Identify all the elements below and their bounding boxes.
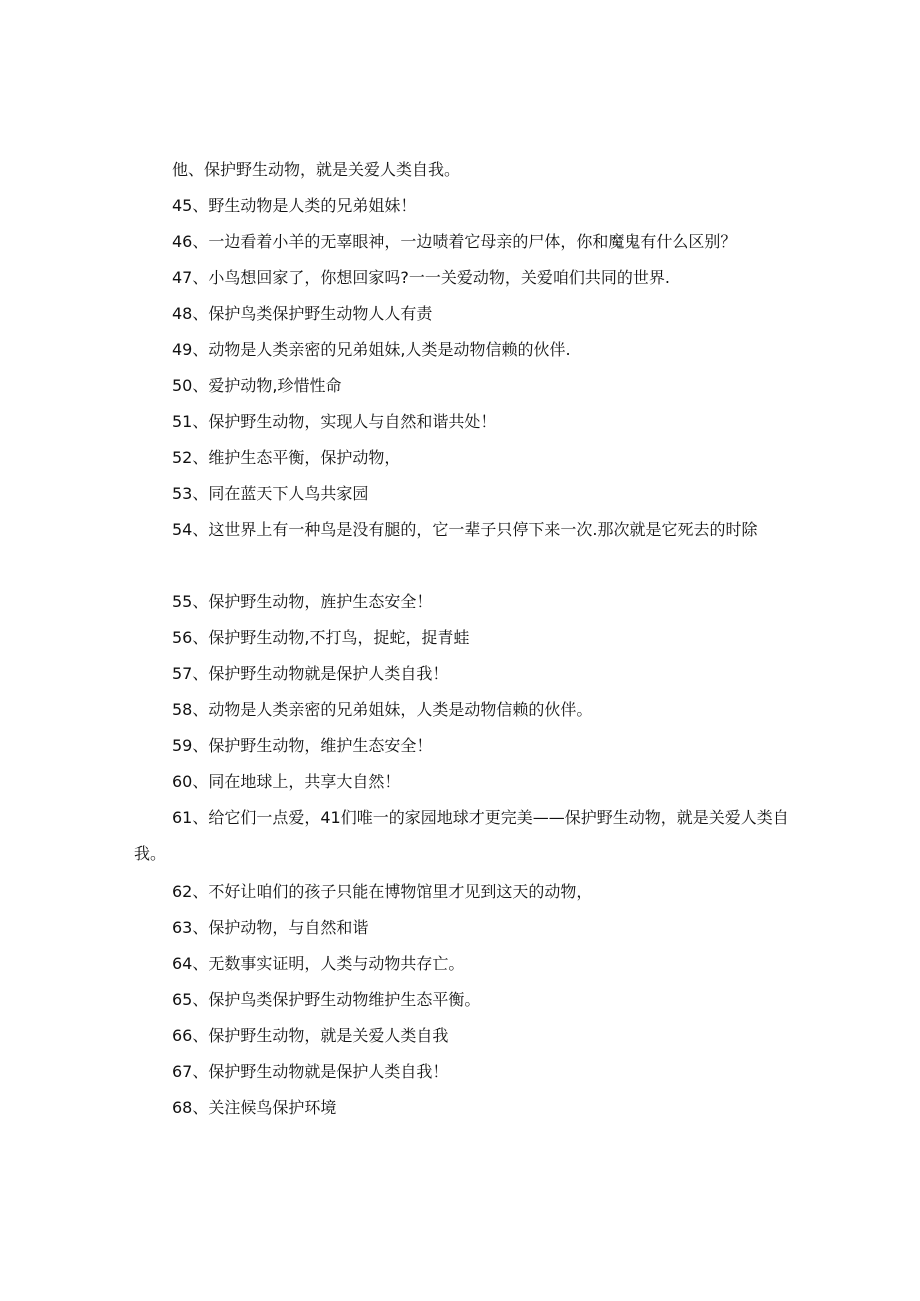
paragraph: 47、小鸟想回家了，你想回家吗?一一关爱动物，关爱咱们共同的世界. — [172, 268, 670, 287]
paragraph: 48、保护鸟类保护野生动物人人有责 — [172, 304, 433, 323]
paragraph: 66、保护野生动物，就是关爱人类自我 — [172, 1026, 449, 1045]
paragraph: 58、动物是人类亲密的兄弟姐妹，人类是动物信赖的伙伴。 — [172, 700, 593, 719]
paragraph: 57、保护野生动物就是保护人类自我！ — [172, 664, 449, 683]
paragraph: 45、野生动物是人类的兄弟姐妹！ — [172, 196, 417, 215]
paragraph: 63、保护动物，与自然和谐 — [172, 918, 369, 937]
paragraph: 62、不好让咱们的孩子只能在博物馆里才见到这天的动物， — [172, 882, 593, 901]
paragraph: 65、保护鸟类保护野生动物维护生态平衡。 — [172, 990, 481, 1009]
paragraph: 49、动物是人类亲密的兄弟姐妹,人类是动物信赖的伙伴. — [172, 340, 571, 359]
paragraph: 50、爱护动物,珍惜性命 — [172, 376, 342, 395]
paragraph: 56、保护野生动物,不打鸟，捉蛇，捉青蛙 — [172, 628, 470, 647]
paragraph: 61、给它们一点爱，41们唯一的家园地球才更完美——保护野生动物，就是关爱人类自我。 — [134, 808, 789, 863]
paragraph: 64、无数事实证明，人类与动物共存亡。 — [172, 954, 465, 973]
paragraph: 67、保护野生动物就是保护人类自我！ — [172, 1062, 449, 1081]
paragraph: 51、保护野生动物，实现人与自然和谐共处！ — [172, 412, 497, 431]
paragraph: 54、这世界上有一种鸟是没有腿的，它一辈子只停下来一次.那次就是它死去的时除 — [172, 520, 758, 539]
paragraph: 68、关注候鸟保护环境 — [172, 1098, 337, 1117]
paragraph: 52、维护生态平衡，保护动物， — [172, 448, 401, 467]
paragraph: 他、保护野生动物，就是关爱人类自我。 — [172, 160, 461, 179]
paragraph: 46、一边看着小羊的无辜眼神，一边啧着它母亲的尸体，你和魔鬼有什么区别？ — [172, 232, 737, 251]
paragraph: 53、同在蓝天下人鸟共家园 — [172, 484, 369, 503]
paragraph: 59、保护野生动物，维护生态安全！ — [172, 736, 433, 755]
paragraph: 60、同在地球上，共享大自然！ — [172, 772, 401, 791]
paragraph: 55、保护野生动物，旌护生态安全！ — [172, 592, 433, 611]
